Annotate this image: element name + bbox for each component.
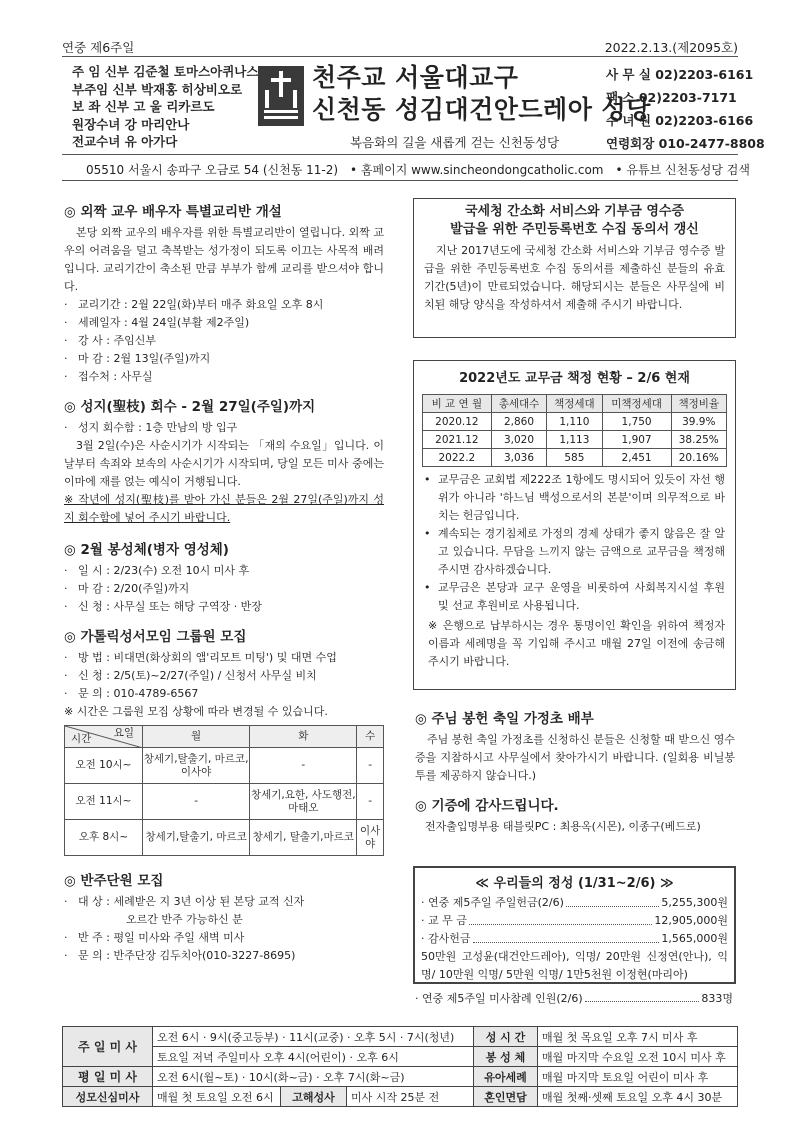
offering-line: · 교 무 금 12,905,000원 [421, 914, 728, 927]
section-donation-thanks [415, 797, 735, 836]
section-note: ※ 작년에 성지(聖枝)를 받아 가신 분들은 2월 27일(주일)까지 성지 회수함에 넣어 주시기 바랍니다. [64, 493, 384, 524]
table-corner: 요일 시간 [65, 726, 143, 748]
section-title: ◎ 외짝 교우 배우자 특별교리반 개설 [64, 204, 282, 220]
section-title: ◎ 반주단원 모집 [64, 873, 164, 889]
section-title: ◎ 주님 봉헌 축일 가정초 배부 [415, 711, 594, 727]
schedule-label: 성모신심미사 [63, 1087, 153, 1107]
schedule-label: 유아세례 [474, 1067, 538, 1087]
week-label: 연중 제6주일 [62, 40, 135, 55]
offering-line: · 연중 제5주일 주일헌금(2/6) 5,255,300원 [421, 896, 728, 909]
section-body: 3월 2일(수)은 사순시기가 시작되는 「재의 수요일」입니다. 이날부터 속죄와 보속의 사순시기가 시작되며, 당일 모든 미사 중에는 이마에 재를 얹는 예식이 거행됩니다. [64, 439, 384, 488]
mass-schedule-table [62, 1026, 738, 1107]
staff-line: 전교수녀 유 아가다 [72, 134, 178, 149]
list-item-continued: 오르간 반주 가능하신 분 [126, 913, 243, 926]
schedule-label: 성 시 간 [474, 1027, 538, 1047]
tax-notice-box [413, 198, 736, 338]
top-rule [62, 56, 738, 57]
schedule-text: 토요일 저녁 주일미사 오후 4시(어린이) · 오후 6시 [153, 1047, 474, 1067]
schedule-text: 매월 첫 목요일 오후 7시 미사 후 [538, 1027, 738, 1047]
schedule-label: 혼인면담 [474, 1087, 538, 1107]
list-item: · 문 의 : 010-4789-6567 [64, 687, 199, 700]
table-header: 월 [143, 726, 250, 748]
list-item: · 방 법 : 비대면(화상회의 앱'리모트 미팅') 및 대면 수업 [64, 651, 337, 664]
contacts [606, 63, 765, 155]
section-candles [415, 710, 735, 785]
list-item: · 일 시 : 2/23(수) 오전 10시 미사 후 [64, 564, 250, 577]
list-item: · 마 감 : 2/20(주일)까지 [64, 582, 190, 595]
list-item: · 세례일자 : 4월 24일(부활 제2주일) [64, 316, 250, 329]
church-name [312, 62, 651, 126]
section-palm-return [64, 398, 384, 527]
schedule-text: 오전 6시(월~토) · 10시(화~금) · 오후 7시(화~금) [153, 1067, 474, 1087]
list-item: · 접수처 : 사무실 [64, 370, 153, 383]
list-item: · 대 상 : 세례받은 지 3년 이상 된 본당 교적 신자 [64, 895, 305, 908]
section-communion [64, 541, 384, 616]
schedule-text: 매월 첫 토요일 오전 6시 [153, 1087, 281, 1107]
schedule-label: 고해성사 [281, 1087, 347, 1107]
section-body: 본당 외짝 교우의 배우자를 위한 특별교리반이 열립니다. 외짝 교우의 어려움을 덜고 축복받는 성가정이 되도록 이끄는 사목적 배려입니다. 교리기간이 축소된 만큼 부부가 함께 교리를 받으셔야 합니다. [64, 226, 384, 293]
list-item: · 성지 회수함 : 1층 만남의 방 입구 [64, 421, 238, 434]
offering-line: · 감사헌금 1,565,000원 [421, 932, 728, 945]
table-row: 2022.2 3,036 585 2,451 20.16% [423, 449, 727, 467]
header-rule [62, 154, 738, 155]
dues-table [422, 394, 727, 467]
offering-detail: 50만원 고성윤(대건안드레아), 익명/ 20만원 신정연(안나), 익명/ 10만원 익명/ 5만원 익명/ 1만5천원 이정현(마리아) [421, 950, 728, 981]
section-title: ◎ 기증에 감사드립니다. [415, 798, 559, 814]
attendance-line: · 연중 제5주일 미사참례 인원(2/6) 833명 [415, 992, 733, 1005]
issue-date: 2022.2.13.(제2095호) [604, 40, 738, 55]
contact-convent: 수 녀 원 02)2203-6166 [606, 113, 754, 128]
list-item: · 교리기간 : 2월 22일(화)부터 매주 화요일 오후 8시 [64, 298, 324, 311]
section-bible-group [64, 628, 384, 856]
list-item: • 교무금은 교회법 제222조 1항에도 명시되어 있듯이 자선 행위가 아니라 '하느님 백성으로서의 본분'이며 의무적으로 바치는 헌금입니다. [424, 473, 725, 522]
list-item: · 강 사 : 주임신부 [64, 334, 156, 347]
table-row: 오전 10시~ 창세기,탈출기, 마르코,이사야 - - [65, 748, 384, 784]
contact-office: 사 무 실 02)2203-6161 [606, 67, 754, 82]
list-item: · 신 청 : 사무실 또는 해당 구역장 · 반장 [64, 600, 262, 613]
section-body: 전자출입명부용 태블릿PC : 최용옥(시몬), 이종구(베드로) [425, 820, 701, 833]
list-item: · 문 의 : 반주단장 김두치아(010-3227-8695) [64, 949, 296, 962]
right-column-lower [415, 710, 735, 836]
table-header: 미책정세대 [602, 395, 671, 413]
staff-line: 부주임 신부 박재홍 히상비오로 [72, 81, 243, 97]
table-row: 2020.12 2,860 1,110 1,750 39.9% [423, 413, 727, 431]
section-body: 주님 봉헌 축일 가정초를 신청하신 분들은 신청할 때 받으신 영수증을 지참하시고 사무실에서 찾아가시기 바랍니다. (일회용 비닐봉투를 제공하지 않습니다.) [415, 733, 735, 782]
left-column [64, 203, 384, 965]
address-bar [86, 161, 750, 178]
church-logo [258, 66, 304, 126]
section-accompanist [64, 872, 384, 965]
schedule-text: 매월 마지막 수요일 오전 10시 미사 후 [538, 1047, 738, 1067]
table-header: 책정세대 [547, 395, 602, 413]
tax-title-1: 국세청 간소화 서비스와 기부금 영수증 [464, 204, 685, 219]
offerings-box [413, 866, 736, 984]
staff-line: 주 임 신부 김준철 토마스아퀴나스 [72, 64, 259, 79]
bible-group-table [64, 725, 384, 856]
motto: 복음화의 길을 새롭게 걷는 신천동성당 [350, 135, 560, 150]
list-item: · 마 감 : 2월 13일(주일)까지 [64, 352, 211, 365]
table-header: 책정비율 [671, 395, 726, 413]
list-item: • 계속되는 경기침체로 가정의 경제 상태가 좋지 않음은 잘 알고 있습니다. 무담을 느끼지 않는 금액으로 교무금을 책정해 주시면 감사하겠습니다. [424, 527, 725, 576]
dues-note: ※ 은행으로 납부하시는 경우 통명이인 확인을 위하여 책정자 이름과 세례명을 꼭 기입해 주시고 매월 27일 이전에 송금해 주시기 바랍니다. [428, 619, 725, 668]
schedule-text: 오전 6시 · 9시(중고등부) · 11시(교중) · 오후 5시 · 7시(청년) [153, 1027, 474, 1047]
schedule-text: 미사 시작 25분 전 [347, 1087, 474, 1107]
section-title: ◎ 2월 봉성체(병자 영성체) [64, 542, 229, 558]
dues-box [413, 360, 736, 690]
address: 05510 서울시 송파구 오금로 54 (신천동 11-2) [86, 163, 339, 177]
section-note: ※ 시간은 그룹원 모집 상황에 따라 변경될 수 있습니다. [64, 705, 328, 718]
schedule-label: 주 일 미 사 [63, 1027, 153, 1067]
section-spouse-class [64, 203, 384, 386]
table-row: 2021.12 3,020 1,113 1,907 38.25% [423, 431, 727, 449]
tax-body: 지난 2017년도에 국세청 간소화 서비스와 기부금 영수증 발급을 위한 주민등록번호 수집 동의서를 제출하신 분들의 유효 기간(5년)이 만료되었습니다. 해당되시는 분들은 사무실에 비치된 해당 양식을 작성하셔서 제출해 주시기 바랍니다. [424, 244, 725, 311]
homepage-link[interactable]: • 홈페이지 www.sincheondongcatholic.com [350, 163, 604, 177]
table-header: 화 [250, 726, 357, 748]
list-item: • 교무금은 본당과 교구 운영을 비롯하여 사회복지시설 후원 및 선교 후원비로 사용됩니다. [424, 581, 725, 612]
table-row: 오전 11시~ - 창세기,요한, 사도행전,마태오 - [65, 784, 384, 820]
youtube-link[interactable]: • 유튜브 신천동성당 검색 [615, 163, 750, 177]
table-header: 수 [357, 726, 384, 748]
staff-list [72, 63, 258, 151]
contact-funeral: 연령회장 010-2477-8808 [606, 136, 765, 151]
list-item: · 신 청 : 2/5(토)~2/27(주일) / 신청서 사무실 비치 [64, 669, 317, 682]
section-title: ◎ 가톨릭성서모임 그룹원 모집 [64, 629, 247, 645]
table-row: 오후 8시~ 창세기,탈출기, 마르코 창세기, 탈출기,마르코 이사야 [65, 820, 384, 856]
schedule-text: 매월 첫째·셋째 토요일 오후 4시 30분 [538, 1087, 738, 1107]
table-header: 총세대수 [491, 395, 546, 413]
tax-title-2: 발급을 위한 주민등록번호 수집 동의서 갱신 [450, 222, 699, 237]
church-title-2: 신천동 성김대건안드레아 성당 [312, 95, 651, 124]
contact-fax: 팩 스 02)2203-7171 [606, 90, 737, 105]
schedule-label: 봉 성 체 [474, 1047, 538, 1067]
dues-title: 2022년도 교무금 책정 현황 – 2/6 현재 [459, 371, 690, 386]
staff-line: 원장수녀 강 마리안나 [72, 116, 190, 132]
offerings-title: ≪ 우리들의 정성 (1/31~2/6) ≫ [475, 876, 674, 891]
address-rule [62, 180, 738, 181]
church-title-1: 천주교 서울대교구 [312, 63, 519, 92]
table-header: 비 교 연 월 [423, 395, 492, 413]
section-title: ◎ 성지(聖枝) 회수 - 2월 27일(주일)까지 [64, 399, 316, 415]
staff-line: 보 좌 신부 고 울 리카르도 [72, 99, 215, 114]
list-item: · 반 주 : 평일 미사와 주일 새벽 미사 [64, 931, 245, 944]
schedule-text: 매월 마지막 토요일 어린이 미사 후 [538, 1067, 738, 1087]
schedule-label: 평 일 미 사 [63, 1067, 153, 1087]
